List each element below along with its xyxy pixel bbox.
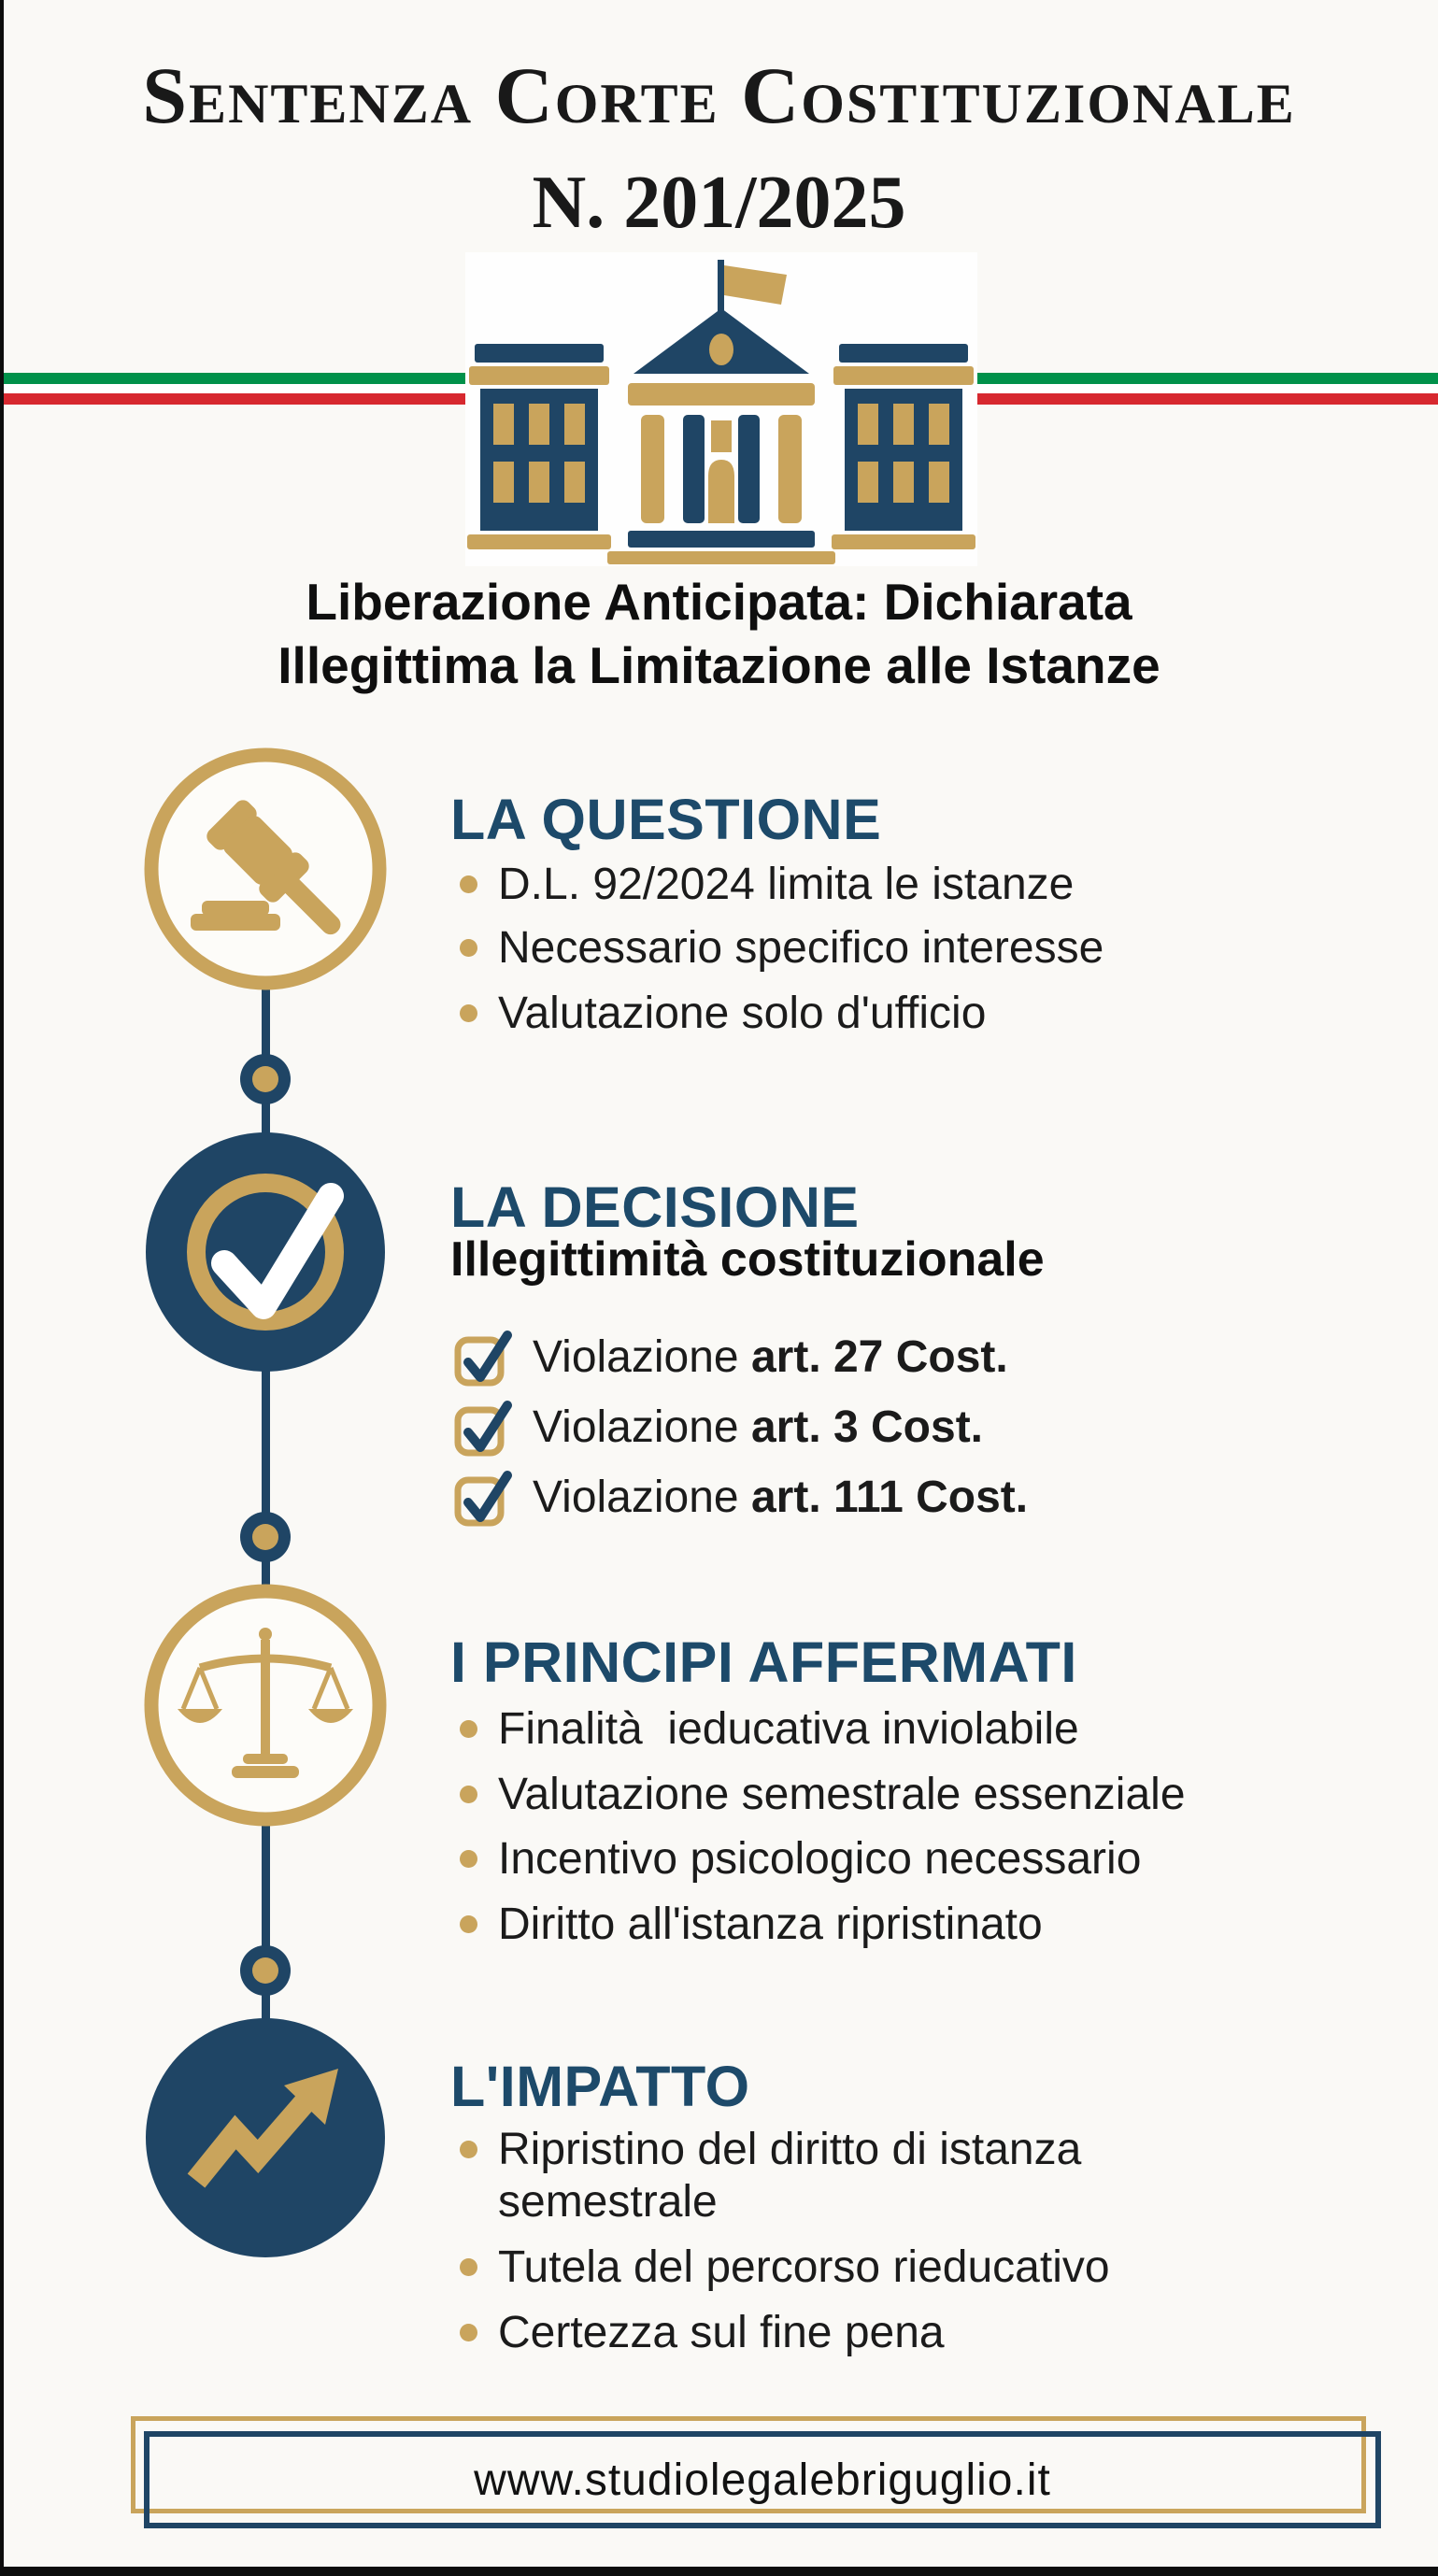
page-bottom-edge	[0, 2567, 1438, 2576]
checklist-item: Violazione art. 27 Cost.	[452, 1327, 1008, 1388]
list-item: Tutela del percorso rieducativo	[460, 2242, 1110, 2294]
list-item: D.L. 92/2024 limita le istanze	[460, 859, 1074, 911]
bullet-dot-icon	[460, 939, 477, 957]
trend-up-arrow-icon	[142, 2014, 389, 2261]
bullet-dot-icon	[460, 2258, 477, 2276]
case-number: N. 201/2025	[532, 162, 906, 244]
page-title: Sentenza Corte Costituzionale	[142, 50, 1296, 140]
bullet-dot-icon	[460, 1786, 477, 1803]
bullet-dot-icon	[460, 875, 477, 893]
subtitle-line-1: Liberazione Anticipata: Dichiarata	[306, 573, 1132, 631]
list-item: Finalità ieducativa inviolabile	[460, 1703, 1079, 1756]
bullet-dot-icon	[460, 1004, 477, 1022]
scales-of-justice-icon	[142, 1582, 389, 1829]
section-title-principi: I PRINCIPI AFFERMATI	[450, 1630, 1077, 1694]
list-item: Ripristino del diritto di istanza semestrale	[460, 2124, 1274, 2228]
checklist-item: Violazione art. 3 Cost.	[452, 1397, 983, 1459]
courthouse-icon	[467, 254, 975, 564]
subtitle-line-2: Illegittima la Limitazione alle Istanze	[278, 636, 1160, 694]
section-title-questione: LA QUESTIONE	[450, 788, 882, 851]
list-item: Necessario specifico interesse	[460, 922, 1103, 975]
list-item: Valutazione semestrale essenziale	[460, 1769, 1186, 1821]
footer-frame-navy	[144, 2431, 1381, 2528]
timeline-node	[240, 1945, 291, 1996]
bullet-dot-icon	[460, 2324, 477, 2341]
checklist-item: Violazione art. 111 Cost.	[452, 1467, 1028, 1529]
section-title-impatto: L'IMPATTO	[450, 2055, 750, 2118]
timeline-node	[240, 1512, 291, 1562]
check-circle-icon	[142, 1129, 389, 1375]
checkbox-checked-icon	[452, 1397, 514, 1459]
list-item: Certezza sul fine pena	[460, 2307, 945, 2359]
website-url: www.studiolegalebriguglio.it	[474, 2455, 1051, 2505]
section-subheading: Illegittimità costituzionale	[450, 1232, 1045, 1287]
list-item: Diritto all'istanza ripristinato	[460, 1899, 1043, 1951]
checkbox-checked-icon	[452, 1327, 514, 1388]
timeline-node	[240, 1054, 291, 1104]
bullet-dot-icon	[460, 1915, 477, 1933]
bullet-dot-icon	[460, 1720, 477, 1738]
gavel-icon	[142, 746, 389, 992]
list-item: Incentivo psicologico necessario	[460, 1833, 1141, 1886]
checkbox-checked-icon	[452, 1467, 514, 1529]
bullet-dot-icon	[460, 2141, 477, 2158]
page-left-edge	[0, 0, 4, 2576]
bullet-dot-icon	[460, 1850, 477, 1868]
courthouse-emblem	[465, 252, 977, 566]
section-title-decisione: LA DECISIONE	[450, 1175, 860, 1239]
list-item: Valutazione solo d'ufficio	[460, 988, 986, 1040]
